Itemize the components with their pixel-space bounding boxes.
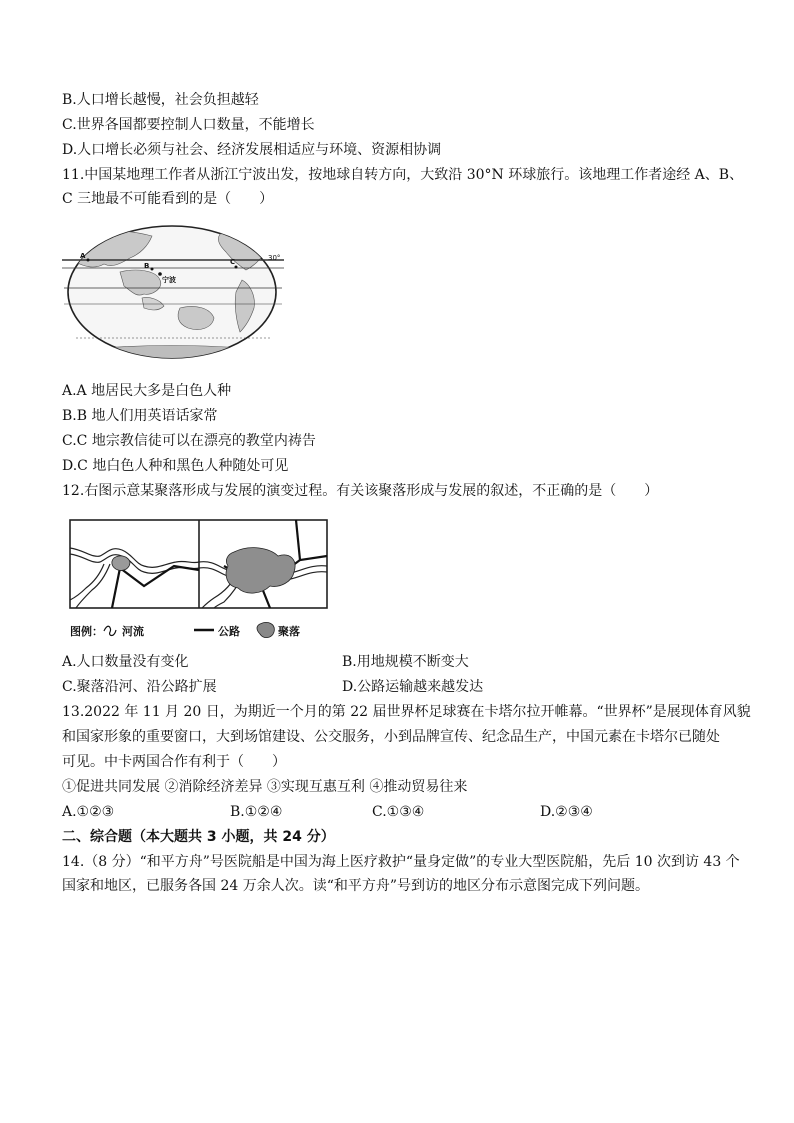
legend-river: 河流: [122, 625, 144, 638]
q12-settlement-diagram: [64, 516, 334, 643]
q11-stem-line1: 11.中国某地理工作者从浙江宁波出发，按地球自转方向，大致沿 30°N 环球旅行。该地理工作者途经 A、B、: [62, 167, 744, 183]
q13-option-b: B.①②④: [230, 804, 283, 820]
q13-stem-line2: 和国家形象的重要窗口，大到场馆建设、公交服务，小到品牌宣传、纪念品生产，中国元素在卡塔尔已随处: [62, 729, 720, 745]
q10-option-d: D.人口增长必须与社会、经济发展相适应与环境、资源相协调: [62, 142, 442, 158]
q13-stem-line3: 可见。中卡两国合作有利于（ ）: [62, 754, 286, 770]
q11-stem-line2: C 三地最不可能看到的是（ ）: [62, 191, 274, 207]
q13-option-d: D.②③④: [540, 804, 593, 820]
legend-settlement: 聚落: [278, 625, 300, 638]
q11-option-d: D.C 地白色人种和黑色人种随处可见: [62, 458, 289, 474]
q13-option-a: A.①②③: [62, 804, 115, 820]
q11-option-a: A.A 地居民大多是白色人种: [62, 383, 232, 399]
q14-stem-line2: 国家和地区，已服务各国 24 万余人次。读“和平方舟”号到访的地区分布示意图完成下列问题。: [62, 878, 650, 894]
q13-stem-line1: 13.2022 年 11 月 20 日，为期近一个月的第 22 届世界杯足球赛在卡塔尔拉开帷幕。“世界杯”是展现体育风貌: [62, 704, 751, 720]
q12-option-c: C.聚落沿河、沿公路扩展: [62, 679, 217, 695]
legend-road: 公路: [218, 625, 240, 638]
q13-items: ①促进共同发展 ②消除经济差异 ③实现互惠互利 ④推动贸易往来: [62, 779, 468, 795]
map-point-b: B: [144, 262, 150, 270]
q10-option-c: C.世界各国都要控制人口数量，不能增长: [62, 117, 315, 133]
map-city-ningbo: 宁波: [162, 276, 176, 284]
legend-title: 图例：: [70, 625, 103, 638]
q11-world-map: [60, 224, 292, 364]
q10-option-b: B.人口增长越慢，社会负担越轻: [62, 92, 259, 108]
q11-option-b: B.B 地人们用英语话家常: [62, 408, 218, 424]
q12-option-a: A.人口数量没有变化: [62, 654, 189, 670]
q14-stem-line1: 14.（8 分）“和平方舟”号医院船是中国为海上医疗救护“量身定做”的专业大型医院船，先后 10 次到访 43 个: [62, 854, 740, 870]
section-heading: 二、综合题（本大题共 3 小题，共 24 分）: [62, 829, 335, 845]
q12-option-d: D.公路运输越来越发达: [342, 679, 484, 695]
map-point-a: A: [80, 252, 86, 260]
q11-option-c: C.C 地宗教信徒可以在漂亮的教堂内祷告: [62, 433, 316, 449]
q13-option-c: C.①③④: [372, 804, 425, 820]
map-point-c: C: [230, 258, 236, 266]
map-lat-30-label: 30°: [268, 254, 281, 262]
q12-option-b: B.用地规模不断变大: [342, 654, 469, 670]
q12-stem: 12.右图示意某聚落形成与发展的演变过程。有关该聚落形成与发展的叙述，不正确的是（ ）: [62, 483, 659, 499]
